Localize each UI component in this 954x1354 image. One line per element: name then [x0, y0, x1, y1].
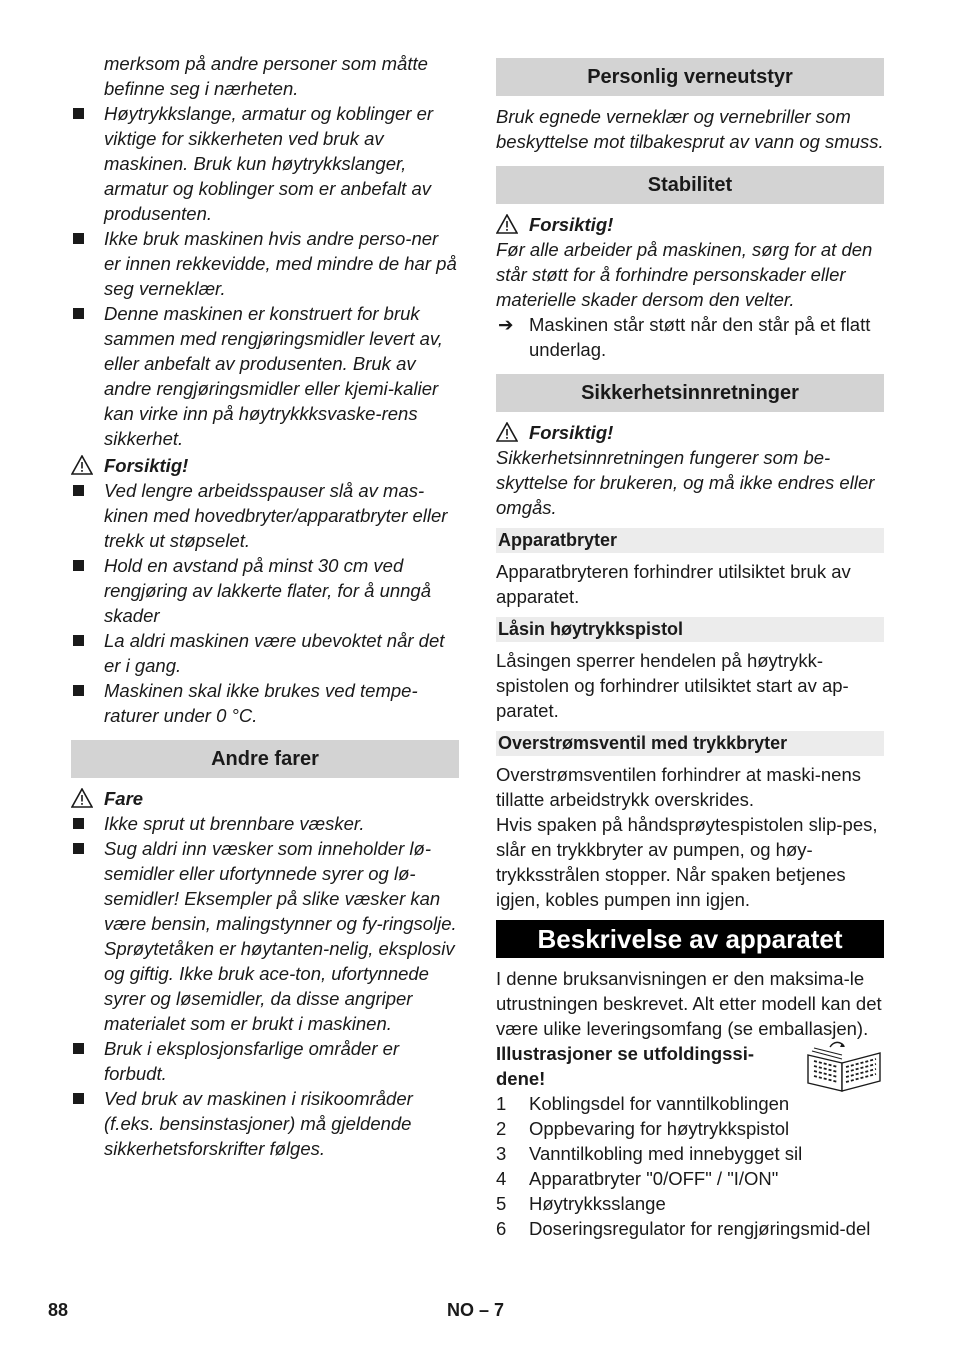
bullet-square-icon — [73, 843, 84, 854]
section-heading-stability: Stabilitet — [496, 166, 884, 204]
section-page-label: NO – 7 — [447, 1300, 505, 1320]
list-item: 2 Oppbevaring for høytrykkspistol — [496, 1118, 790, 1139]
bullet-list-3 — [71, 811, 459, 1161]
caution-label: Forsiktig! — [71, 453, 459, 478]
danger-label: Fare — [71, 786, 459, 811]
list-item: 4 Apparatbryter "0/OFF" / "I/ON" — [496, 1168, 779, 1189]
illustration-note-text: Illustrasjoner se utfoldingssi-dene! — [496, 1043, 755, 1089]
left-column — [71, 51, 459, 1161]
bullet-square-icon — [73, 308, 84, 319]
overflow-text-2: Hvis spaken på håndsprøytespistolen slip-pes, slår en trykkbryter av pumpen, og høy-trykksstrålen stopper. Når spaken betjenes igjen, kobles pumpen inn igjen. — [496, 814, 878, 910]
bullet-list-2 — [71, 478, 459, 728]
list-item: Maskinen skal ikke brukes ved tempe-raturer under 0 °C. — [71, 678, 459, 728]
main-heading-description: Beskrivelse av apparatet — [496, 920, 884, 958]
stability-text: Før alle arbeider på maskinen, sørg for at den står støtt for å forhindre personskader eller materielle skader dersom den velter. — [496, 239, 873, 310]
subheading-overflow-valve: Overstrømsventil med trykkbryter — [496, 731, 884, 756]
list-item: 6 Doseringsregulator for rengjøringsmid-del — [496, 1218, 871, 1239]
section-heading-safety-devices: Sikkerhetsinnretninger — [496, 374, 884, 412]
list-item: 3 Vanntilkobling med innebygget sil — [496, 1143, 803, 1164]
lock-text: Låsingen sperrer hendelen på høytrykk-spistolen og forhindrer utilsiktet start av ap-paratet. — [496, 650, 849, 721]
illustration-note — [496, 1041, 884, 1091]
caution-label: Forsiktig! — [496, 212, 884, 237]
bullet-square-icon — [73, 560, 84, 571]
subheading-device-switch: Apparatbryter — [496, 528, 884, 553]
warning-triangle-icon — [496, 214, 518, 234]
arrow-right-icon: ➔ — [498, 314, 514, 335]
section-heading-other-hazards: Andre farer — [71, 740, 459, 778]
bullet-square-icon — [73, 485, 84, 496]
component-list — [496, 1091, 884, 1241]
list-item: 5 Høytrykksslange — [496, 1193, 666, 1214]
warning-triangle-icon — [496, 422, 518, 442]
overflow-text-1: Overstrømsventilen forhindrer at maski-nens tillatte arbeidstrykk overskrides. — [496, 764, 861, 810]
switch-text: Apparatbryteren forhindrer utilsiktet bruk av apparatet. — [496, 561, 851, 607]
caution-label: Forsiktig! — [496, 420, 884, 445]
subheading-gun-lock: Låsin høytrykkspistol — [496, 617, 884, 642]
bullet-square-icon — [73, 1043, 84, 1054]
intro-continuation: merksom på andre personer som måtte befinne seg i nærheten. — [104, 53, 428, 99]
list-item: 1 Koblingsdel for vanntilkoblingen — [496, 1093, 790, 1114]
stability-instruction: ➔ Maskinen står støtt når den står på et flatt underlag. — [498, 314, 871, 360]
bullet-square-icon — [73, 233, 84, 244]
list-item: Ved lengre arbeidsspauser slå av mas-kinen med hovedbryter/apparatbryter eller trekk ut støpselet. — [71, 478, 459, 553]
section-heading-ppe: Personlig verneutstyr — [496, 58, 884, 96]
list-item: Denne maskinen er konstruert for bruk sammen med rengjøringsmidler levert av, eller anbefalt av produsenten. Bruk av andre rengjøringsmidler eller kjemi-kalier kan virke inn på høytrykkksvaske-rens sikkerhet. — [71, 301, 459, 451]
list-item: Ikke bruk maskinen hvis andre perso-ner er innen rekkevidde, med mindre de har på seg verneklær. — [71, 226, 459, 301]
list-item: Sug aldri inn væsker som inneholder lø-semidler eller ufortynnede syrer og lø-semidler! Eksempler på slike væsker kan være bensin, malingstynner og fy-ringsolje. Sprøytetåken er høytanten-nelig, eksplosiv og giftig. Ikke bruk ace-ton, ufortynnede syrer og løsemidler, da disse angriper materialet som er brukt i maskinen. — [71, 836, 459, 1036]
bullet-square-icon — [73, 635, 84, 646]
list-item: Bruk i eksplosjonsfarlige områder er forbudt. — [71, 1036, 459, 1086]
list-item: Ikke sprut ut brennbare væsker. — [71, 811, 459, 836]
ppe-text: Bruk egnede verneklær og vernebriller som beskyttelse mot tilbakesprut av vann og smuss. — [496, 106, 884, 152]
bullet-list-1 — [71, 101, 459, 451]
safety-text: Sikkerhetsinnretningen fungerer som be-skyttelse for brukeren, og må ikke endres eller omgås. — [496, 447, 875, 518]
page-number: 88 — [48, 1300, 69, 1320]
list-item: Høytrykkslange, armatur og koblinger er viktige for sikkerheten ved bruk av maskinen. Bruk kun høytrykkslanger, armatur og koblinger som er anbefalt av produsenten. — [71, 101, 459, 226]
warning-triangle-icon — [71, 788, 93, 808]
bullet-square-icon — [73, 685, 84, 696]
warning-triangle-icon — [71, 455, 93, 475]
description-text: I denne bruksanvisningen er den maksima-le utrustningen beskrevet. Alt etter modell kan det være ulike leveringsomfang (se emballasjen). — [496, 968, 882, 1039]
bullet-square-icon — [73, 818, 84, 829]
right-column — [496, 58, 884, 1241]
open-manual-icon — [804, 1041, 884, 1093]
list-item: Hold en avstand på minst 30 cm ved rengjøring av lakkerte flater, for å unngå skader — [71, 553, 459, 628]
list-item: Ved bruk av maskinen i risikoområder (f.eks. bensinstasjoner) må gjeldende sikkerhetsforskrifter følges. — [71, 1086, 459, 1161]
list-item: La aldri maskinen være ubevoktet når det er i gang. — [71, 628, 459, 678]
bullet-square-icon — [73, 108, 84, 119]
bullet-square-icon — [73, 1093, 84, 1104]
